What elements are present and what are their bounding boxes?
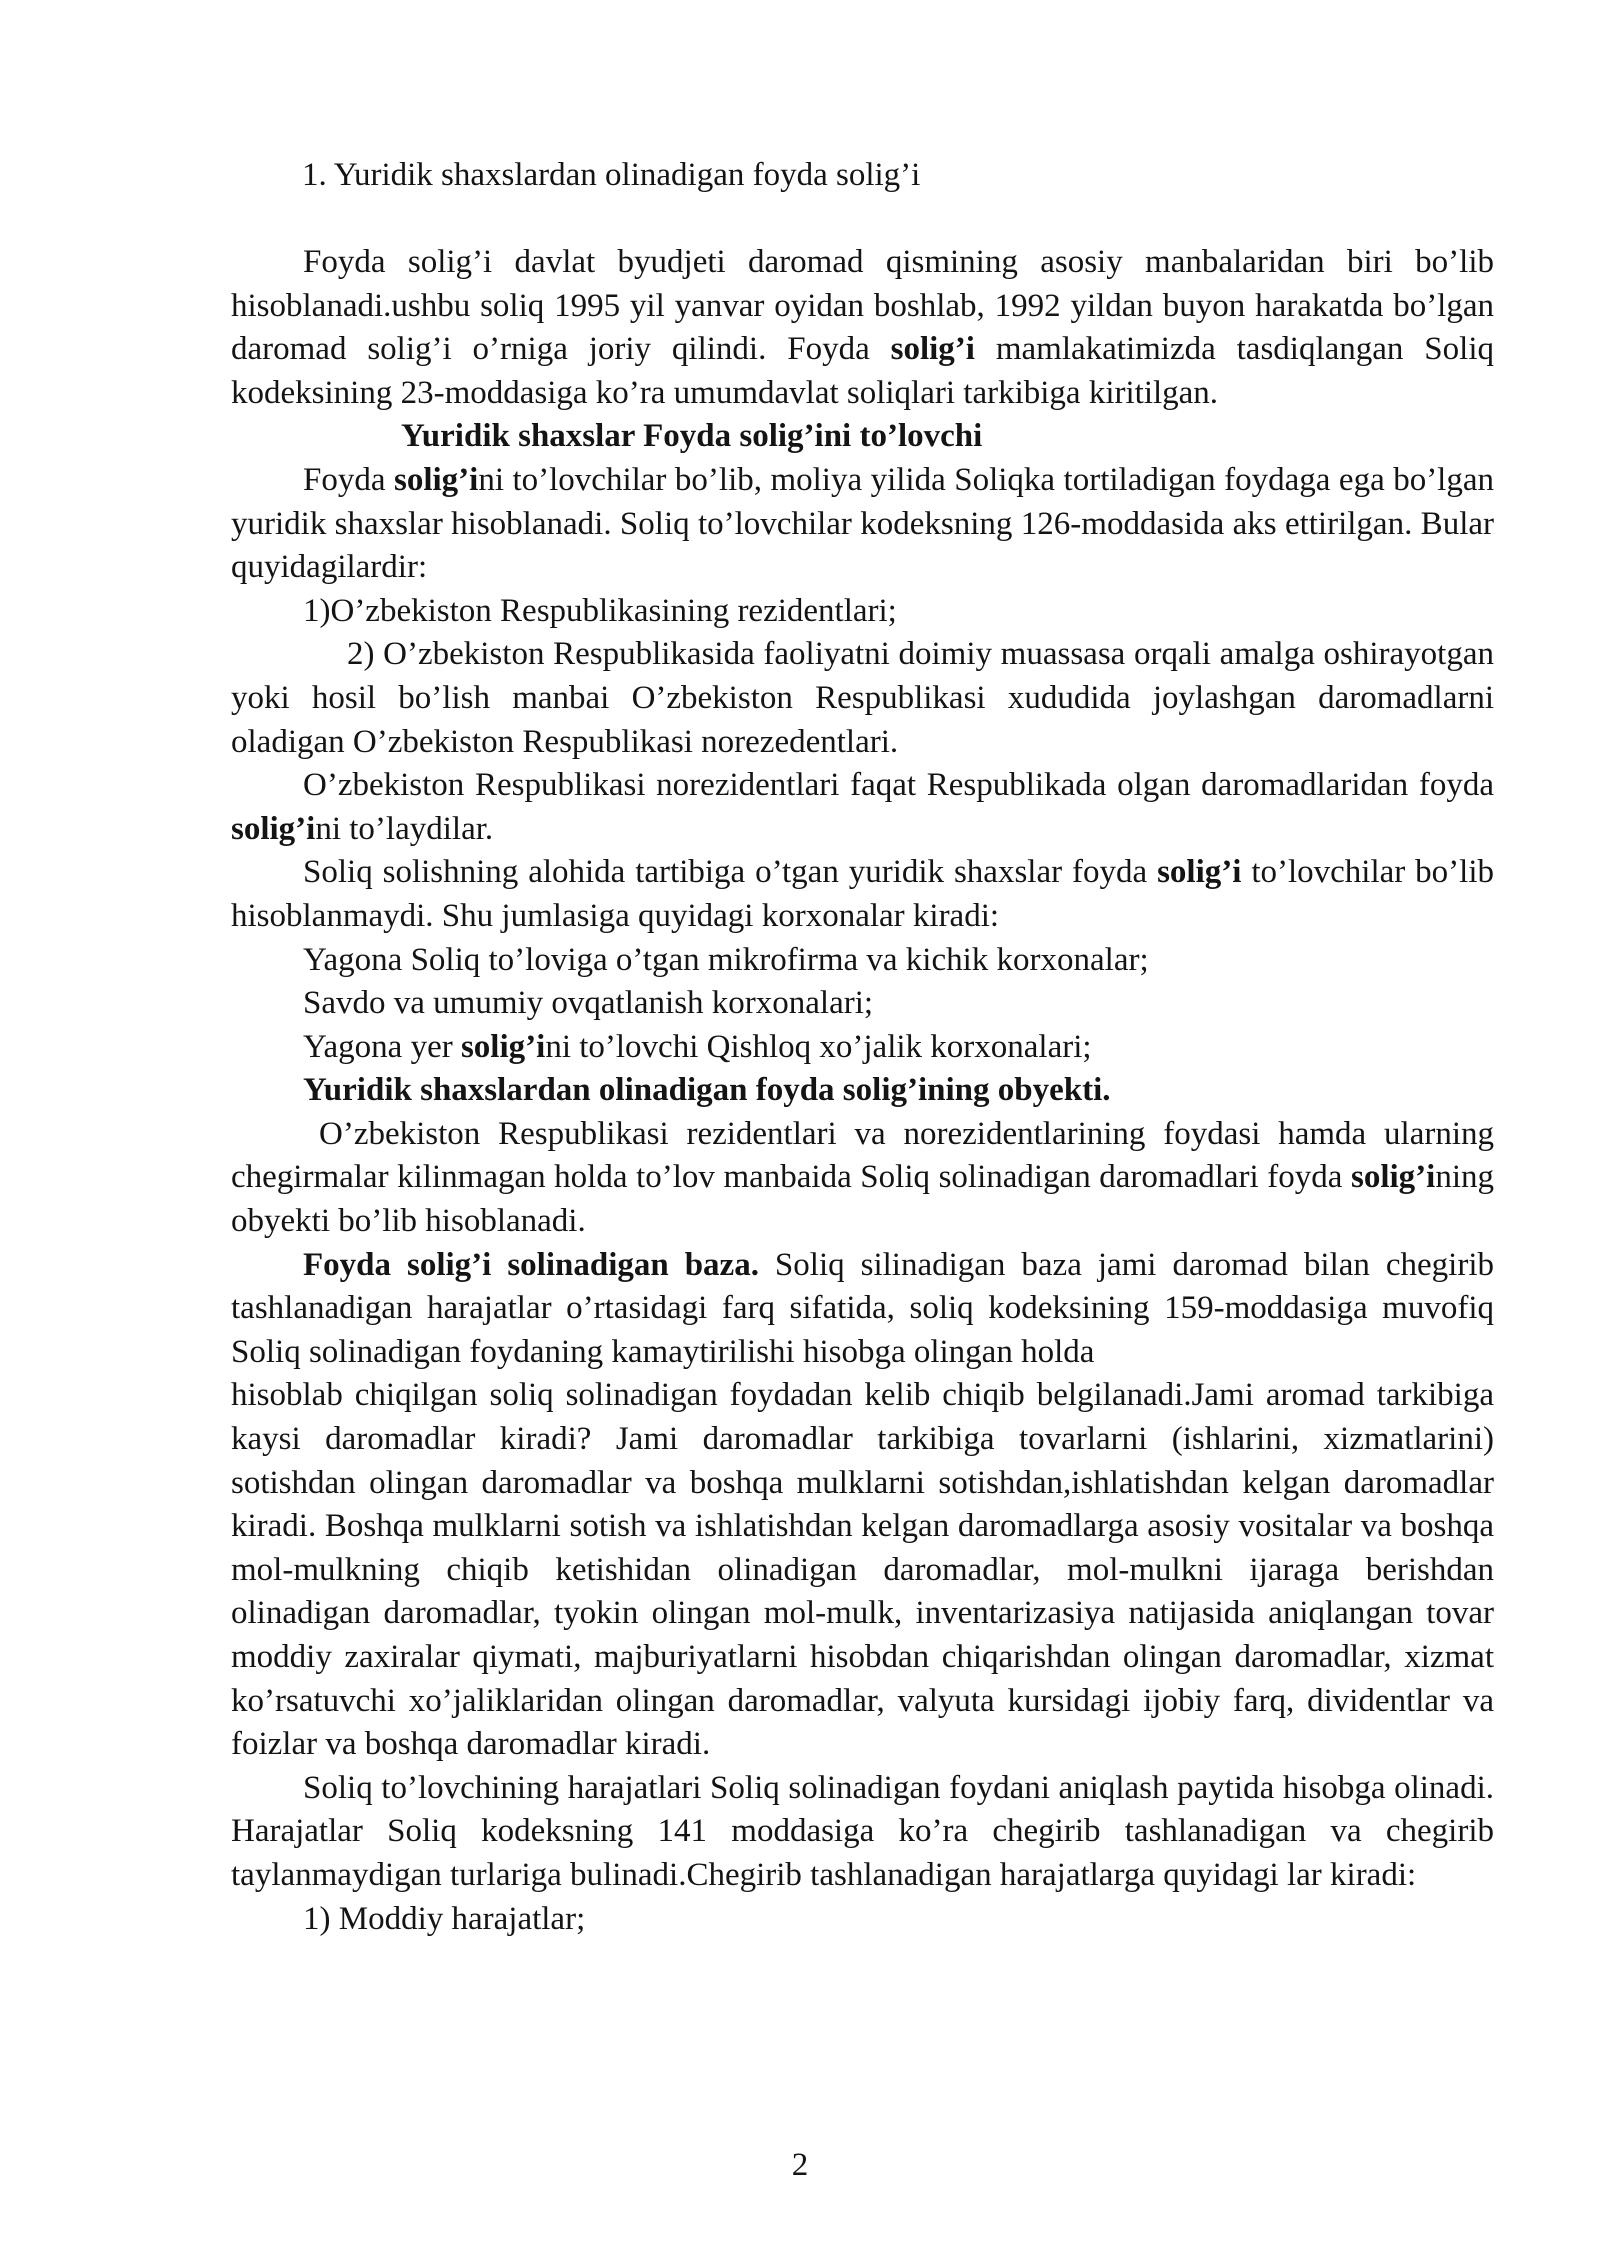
text-span: O’zbekiston Respublikasi rezidentlari va norezidentlarining foydasi hamda ularning chegirmalar kilinmagan holda to’lov manbaida Soliq solinadigan daromadlari foyda xyxy=(231,1115,1494,1196)
bold-term: solig’i xyxy=(231,810,316,847)
list-item-agriculture xyxy=(231,1026,1494,1070)
document-body xyxy=(231,241,1494,1941)
text-span: Soliq silinadigan baza jami daromad bilan chegirib tashlanadigan harajatlar o’rtasidagi farq sifatida, soliq kodeksining 159-moddasiga muvofiq Soliq solinadigan foydaning kamaytirilishi hisobga olingan holda xyxy=(231,1246,1494,1370)
text-span: Foyda xyxy=(303,461,394,498)
text-span: ning obyekti bo’lib hisoblanadi. xyxy=(231,1159,1494,1240)
bold-term: solig’i xyxy=(1350,1159,1436,1196)
list-item-nonresidents: 2) O’zbekiston Respublikasida faoliyatni doimiy muassasa orqali amalga oshirayotgan yoki hosil bo’lish manbai O’zbekiston Respublikasi xududida joylashgan daromadlarni oladigan O’zbekiston Respublikasi norezedentlari. xyxy=(231,636,1494,760)
paragraph-exempt xyxy=(231,851,1494,938)
list-item-material-expenses: 1) Moddiy harajatlar; xyxy=(303,1900,586,1937)
page-number: 2 xyxy=(791,2147,809,2183)
bold-term: solig’i xyxy=(1157,854,1242,891)
paragraph-expenses: Soliq to’lovchining harajatlari Soliq solinadigan foydani aniqlash paytida hisobga olinadi. Harajatlar Soliq kodeksning 141 moddasiga ko’ra chegirib tashlanadigan va chegirib taylanmaydigan turlariga bulinadi.Chegirib tashlanadigan harajatlarga quyidagi lar kiradi: xyxy=(231,1769,1494,1893)
text-span: ni to’laydilar. xyxy=(315,810,494,847)
paragraph-tax-base xyxy=(231,1244,1494,1375)
list-item-microfirms: Yagona Soliq to’loviga o’tgan mikrofirma va kichik korxonalar; xyxy=(303,941,1149,978)
paragraph-intro xyxy=(231,241,1494,415)
bold-term: solig’i xyxy=(393,461,479,498)
bold-term: solig’i xyxy=(890,331,975,368)
list-item-trade: Savdo va umumiy ovqatlanish korxonalari; xyxy=(303,985,874,1022)
text-span: ni to’lovchi Qishloq xo’jalik korxonalari; xyxy=(545,1028,1092,1065)
bold-term: solig’i xyxy=(460,1028,546,1065)
paragraph-payers xyxy=(231,459,1494,590)
list-item-residents: 1)O’zbekiston Respublikasining rezidentlari; xyxy=(303,592,897,629)
section-heading: 1. Yuridik shaxslardan olinadigan foyda solig’i xyxy=(302,157,921,193)
paragraph-object xyxy=(231,1113,1494,1244)
text-span: ni to’lovchilar bo’lib, moliya yilida Soliqka tortiladigan foydaga ega bo’lgan yuridik shaxslar hisoblanadi. Soliq to’lovchilar kodeksning 126-moddasida aks ettirilgan. Bular quyidagilardir: xyxy=(231,461,1494,586)
paragraph-income: hisoblab chiqilgan soliq solinadigan foydadan kelib chiqib belgilanadi.Jami aromad tarkibiga kaysi daromadlar kiradi? Jami daromadlar tarkibiga tovarlarni (ishlarini, xizmatlarini) sotishdan olingan daromadlar va boshqa mulklarni sotishdan,ishlatishdan kelgan daromadlar kiradi. Boshqa mulklarni sotish va ishlatishdan kelgan daromadlarga asosiy vositalar va boshqa mol-mulkning chiqib ketishidan olinadigan daromadlar, mol-mulkni ijaraga berishdan olinadigan daromadlar, tyokin olingan mol-mulk, inventarizasiya natijasida aniqlangan tovar moddiy zaxiralar qiymati, majburiyatlarni hisobdan chiqarishdan olingan daromadlar, xizmat ko’rsatuvchi xo’jaliklaridan olingan daromadlar, valyuta kursidagi ijobiy farq, dividentlar va foizlar va boshqa daromadlar kiradi. xyxy=(231,1377,1494,1763)
bold-term: Foyda solig’i solinadigan baza. xyxy=(303,1246,759,1283)
text-span: Soliq solishning alohida tartibiga o’tgan yuridik shaxslar foyda xyxy=(303,854,1158,891)
text-span: to’lovchilar bo’lib hisoblanmaydi. Shu jumlasiga quyidagi korxonalar kiradi: xyxy=(231,854,1494,934)
paragraph-nonresidents xyxy=(231,764,1494,851)
text-span: Yagona yer xyxy=(303,1028,461,1065)
subheading-payers: Yuridik shaxslar Foyda solig’ini to’lovchi xyxy=(401,418,983,455)
text-span: mamlakatimizda tasdiqlangan Soliq kodeksining 23-moddasiga ko’ra umumdavlat soliqlari tarkibiga kiritilgan. xyxy=(231,331,1494,411)
subheading-object: Yuridik shaxslardan olinadigan foyda solig’ining obyekti. xyxy=(303,1072,1111,1109)
text-span: O’zbekiston Respublikasi norezidentlari faqat Respublikada olgan daromadlaridan foyda xyxy=(303,767,1494,804)
text-span: Foyda solig’i davlat byudjeti daromad qismining asosiy manbalaridan biri bo’lib hisoblanadi.ushbu soliq 1995 yil yanvar oyidan boshlab, 1992 yildan buyon harakatda bo’lgan daromad solig’i o’rniga joriy qilindi. Foyda xyxy=(231,244,1494,368)
